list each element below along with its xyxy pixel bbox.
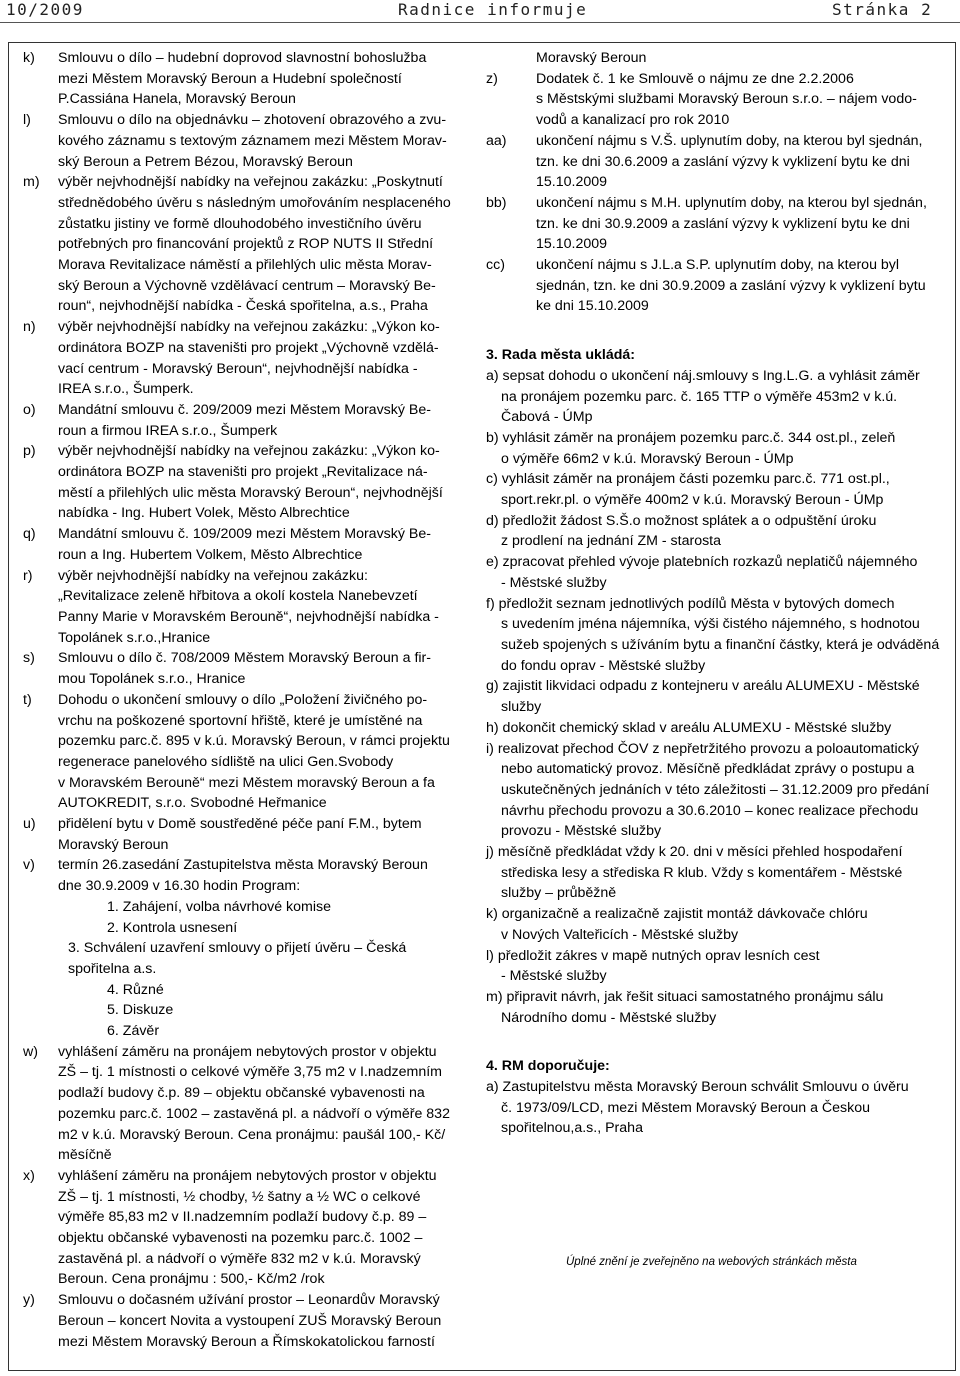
item-label: m) <box>23 174 40 191</box>
text-line: vyhlášení záměru na pronájem nebytových prostor v objektu <box>58 1043 437 1060</box>
item-label: bb) <box>486 194 507 211</box>
list-item <box>23 48 475 110</box>
text-line: ZŠ – tj. 1 místnosti, ½ chodby, ½ šatny a ½ WC o celkové <box>58 1188 421 1205</box>
text-line: potřebných pro financování projektů z ROP NUTS II Střední <box>58 236 434 253</box>
text-line: městí a přilehlých ulic města Moravský Beroun“, nejvhodnější <box>58 484 443 501</box>
text-line: P.Cassiána Hanela, Moravský Beroun <box>58 91 296 108</box>
list-item <box>486 193 948 255</box>
item-label: z) <box>486 70 498 87</box>
text-line: výběr nejvhodnější nabídky na veřejnou zakázku: <box>58 567 368 584</box>
program-item: 6. Závěr <box>107 1023 160 1040</box>
text-line: s Městskými službami Moravský Beroun s.r.o. – nájem vodo- <box>536 91 917 108</box>
spacer <box>486 1028 948 1048</box>
text-line: IREA s.r.o., Šumperk. <box>58 381 194 398</box>
text-line: sjednán, tzn. ke dni 30.9.2009 a zaslání výzvy k vyklizení bytu <box>536 277 926 294</box>
text-line: b) vyhlásit záměr na pronájem pozemku parc.č. 344 ost.pl., zeleň <box>486 429 896 446</box>
text-line: mezi Městem Moravský Beroun a Římskokatolickou farností <box>58 1333 435 1350</box>
list-item <box>23 524 475 565</box>
item-label: cc) <box>486 257 505 274</box>
list-item <box>486 48 948 69</box>
list-item <box>23 1290 475 1352</box>
text-line: 15.10.2009 <box>536 236 608 253</box>
list-item <box>23 690 475 814</box>
text-line: Topolánek s.r.o.,Hranice <box>58 629 211 646</box>
text-line: podlaží budovy č.p. 89 – objektu občanské vybavenosti na <box>58 1085 425 1102</box>
page-number: Stránka 2 <box>832 0 933 19</box>
text-line: provozu - Městské služby <box>501 823 662 840</box>
text-line: nebo automatický provoz. Měsíčně předkládat zprávy o postupu a <box>501 761 915 778</box>
task-item <box>486 594 948 677</box>
text-line: vací centrum - Moravský Beroun“, nejvhodnější nabídka - <box>58 360 418 377</box>
text-line: služby – průběžně <box>501 885 617 902</box>
text-line: Morava Revitalizace náměstí a přilehlých ulic města Morav- <box>58 257 432 274</box>
text-line: Mandátní smlouvu č. 109/2009 mezi Městem Moravský Be- <box>58 526 431 543</box>
list-item <box>486 69 948 131</box>
list-item <box>23 172 475 317</box>
text-line: Národního domu - Městské služby <box>501 1009 717 1026</box>
text-line: j) měsíčně předkládat vždy k 20. dni v měsíci přehled hospodaření <box>486 844 903 861</box>
task-item <box>486 739 948 843</box>
text-line: k) organizačně a realizačně zajistit montáž dávkovače chlóru <box>486 906 868 923</box>
task-item <box>486 469 948 510</box>
text-line: spořitelnou,a.s., Praha <box>501 1120 643 1137</box>
text-line: pozemku parc.č. 895 v k.ú. Moravský Beroun, v rámci projektu <box>58 733 450 750</box>
text-line: „Revitalizace zeleně hřbitova a okolí kostela Nanebevzetí <box>58 588 418 605</box>
text-line: e) zpracovat přehled vývoje platebních rozkazů neplatičů nájemného <box>486 554 918 571</box>
task-item <box>486 718 948 739</box>
list-item <box>23 855 475 896</box>
list-item <box>23 441 475 524</box>
program-item: 1. Zahájení, volba návrhové komise <box>107 898 331 915</box>
text-line: výměře 85,83 m2 v II.nadzemním podlaží budovy č.p. 89 – <box>58 1209 427 1226</box>
text-line: c) vyhlásit záměr na pronájem části pozemku parc.č. 771 ost.pl., <box>486 471 890 488</box>
text-line: i) realizovat přechod ČOV z nepřetržitého provozu a poloautomatický <box>486 740 919 757</box>
text-line: ukončení nájmu s J.L.a S.P. uplynutím doby, na kterou byl <box>536 257 900 274</box>
item-label: u) <box>23 816 36 833</box>
text-line: Moravský Beroun <box>58 836 169 853</box>
task-item <box>486 842 948 904</box>
text-line: střediska lesy a střediska R klub. Vždy s komentářem - Městské <box>501 864 903 881</box>
item-label: s) <box>23 650 35 667</box>
text-line: Smlouvu o dočasném užívání prostor – Leonardův Moravský <box>58 1292 440 1309</box>
text-line: Beroun. Cena pronájmu : 500,- Kč/m2 /rok <box>58 1271 325 1288</box>
text-line: tzn. ke dni 30.9.2009 a zaslání výzvy k vyklizení bytu ke dni <box>536 215 910 232</box>
text-line: zastavěná pl. a nádvoří o výměře 832 m2 v k.ú. Moravský <box>58 1250 421 1267</box>
text-line: ordinátora BOZP na staveništi pro projekt „Výchovně vzdělá- <box>58 339 439 356</box>
text-line: v Moravském Berouně“ mezi Městem moravský Beroun a fa <box>58 774 435 791</box>
task-item <box>486 946 948 987</box>
text-line: roun“, nejvhodnější nabídka - Česká spořitelna, a.s., Praha <box>58 298 428 315</box>
item-label: n) <box>23 319 36 336</box>
text-line: g) zajistit likvidaci odpadu z kontejneru v areálu ALUMEXU - Městské <box>486 678 920 695</box>
text-line: přidělení bytu v Domě soustředěné péče paní F.M., bytem <box>58 816 422 833</box>
task-item <box>486 987 948 1028</box>
text-line: uskutečněných jednáních v této záležitosti – 31.12.2009 pro předání <box>501 781 930 798</box>
text-line: m) připravit návrh, jak řešit situaci samostatného pronájmu sálu <box>486 988 884 1005</box>
list-item <box>23 1166 475 1290</box>
text-line: l) předložit zákres v mapě nutných oprav lesních cest <box>486 947 820 964</box>
list-item <box>23 1042 475 1166</box>
text-line: Dodatek č. 1 ke Smlouvě o nájmu ze dne 2.2.2006 <box>536 70 854 87</box>
item-label: q) <box>23 526 36 543</box>
text-line: v Nových Valteřicích - Městské služby <box>501 926 739 943</box>
text-line: výběr nejvhodnější nabídky na veřejnou zakázku: „Výkon ko- <box>58 443 440 460</box>
text-line: AUTOKREDIT, s.r.o. Svobodné Heřmanice <box>58 795 327 812</box>
left-column <box>23 48 475 1352</box>
text-line: sport.rekr.pl. o výměře 400m2 v k.ú. Moravský Beroun - ÚMp <box>501 492 884 509</box>
text-line: kového záznamu s textovým záznamem mezi Městem Morav- <box>58 132 447 149</box>
text-line: termín 26.zasedání Zastupitelstva města Moravský Beroun <box>58 857 428 874</box>
text-line: Dohodu o ukončení smlouvy o dílo „Položení živičného po- <box>58 691 428 708</box>
text-line: zůstatku jistiny ve formě dlouhodobého investičního úvěru <box>58 215 422 232</box>
section-heading: 3. Rada města ukládá: <box>486 347 636 364</box>
text-line: o výměře 66m2 v k.ú. Moravský Beroun - ÚMp <box>501 450 794 467</box>
text-line: střednědobého úvěru s následným umořováním nesplaceného <box>58 194 451 211</box>
text-line: mezi Městem Moravský Beroun a Hudební společností <box>58 70 402 87</box>
text-line: vyhlášení záměru na pronájem nebytových prostor v objektu <box>58 1167 437 1184</box>
text-line: nabídka - Ing. Hubert Volek, Město Albrechtice <box>58 505 350 522</box>
text-line: a) sepsat dohodu o ukončení náj.smlouvy s Ing.L.G. a vyhlásit záměr <box>486 367 920 384</box>
text-line: dne 30.9.2009 v 16.30 hodin Program: <box>58 878 301 895</box>
text-line: objektu občanské vybavenosti na pozemku parc.č. 1002 – <box>58 1230 423 1247</box>
text-line: ordinátora BOZP na staveništi pro projekt „Revitalizace ná- <box>58 464 428 481</box>
task-item <box>486 904 948 945</box>
text-line: z prodlení na jednání ZM - starosta <box>501 533 722 550</box>
section-heading: 4. RM doporučuje: <box>486 1058 610 1075</box>
text-line: s uvedením jména nájemníka, výši čistého nájemného, s hodnotou <box>501 616 920 633</box>
list-item <box>486 131 948 193</box>
text-line: f) předložit seznam jednotlivých podílů Města v bytových domech <box>486 595 895 612</box>
list-item <box>23 317 475 400</box>
task-item <box>486 676 948 717</box>
item-label: o) <box>23 401 36 418</box>
newsletter-title: Radnice informuje <box>398 0 588 19</box>
text-line: ský Beroun a Výchovně vzdělávací centrum – Moravský Be- <box>58 277 436 294</box>
right-column <box>486 48 948 1139</box>
program-item: 5. Diskuze <box>107 1002 174 1019</box>
text-line: regenerace panelového sídliště na ulici Gen.Svobody <box>58 753 394 770</box>
text-line: sužeb spojených s užíváním bytu a finanční částky, která je odváděná do fondu oprav - Městské služby <box>501 636 940 674</box>
text-line: služby <box>501 699 542 716</box>
text-line: roun a Ing. Hubertem Volkem, Město Albrechtice <box>58 546 363 563</box>
program-item: spořitelna a.s. <box>68 960 157 977</box>
text-line: ukončení nájmu s V.Š. uplynutím doby, na kterou byl sjednán, <box>536 132 923 149</box>
program-item: 2. Kontrola usnesení <box>107 919 238 936</box>
text-line: h) dokončit chemický sklad v areálu ALUMEXU - Městské služby <box>486 719 892 736</box>
text-line: 15.10.2009 <box>536 174 608 191</box>
text-line: výběr nejvhodnější nabídky na veřejnou zakázku: „Výkon ko- <box>58 319 440 336</box>
text-line: roun a firmou IREA s.r.o., Šumperk <box>58 422 278 439</box>
text-line: Mandátní smlouvu č. 209/2009 mezi Městem Moravský Be- <box>58 401 431 418</box>
task-item <box>486 1077 948 1139</box>
list-item <box>23 400 475 441</box>
text-line: Smlouvu o dílo č. 708/2009 Městem Moravský Beroun a fir- <box>58 650 431 667</box>
item-label: k) <box>23 50 35 66</box>
text-line: - Městské služby <box>501 574 607 591</box>
item-label: x) <box>23 1167 35 1184</box>
text-line: měsíčně <box>58 1147 112 1164</box>
text-line: Moravský Beroun <box>536 50 647 66</box>
text-line: d) předložit žádost S.Š.o možnost splátek a o odpuštění úroku <box>486 512 877 529</box>
text-line: a) Zastupitelstvu města Moravský Beroun schválit Smlouvu o úvěru <box>486 1079 909 1096</box>
text-line: Panny Marie v Moravském Berouně“, nejvhodnější nabídka - <box>58 608 439 625</box>
issue-number: 10/2009 <box>6 0 84 19</box>
text-line: Beroun – koncert Novita a vystoupení ZUŠ Moravský Beroun <box>58 1312 442 1329</box>
program-item: 3. Schválení uzavření smlouvy o přijetí úvěru – Česká <box>68 940 407 957</box>
item-label: y) <box>23 1292 35 1309</box>
task-item <box>486 366 948 428</box>
list-item <box>486 255 948 317</box>
list-item <box>23 814 475 855</box>
text-line: Čabová - ÚMp <box>501 409 593 426</box>
text-line: Smlouvu o dílo na objednávku – zhotovení obrazového a zvu- <box>58 112 447 129</box>
text-line: Smlouvu o dílo – hudební doprovod slavnostní bohoslužba <box>58 50 427 66</box>
list-item <box>23 648 475 689</box>
item-label: aa) <box>486 132 507 149</box>
text-line: - Městské služby <box>501 968 607 985</box>
text-line: vrchu na poškozené sportovní hřiště, které je umístěné na <box>58 712 423 729</box>
text-line: ke dni 15.10.2009 <box>536 298 649 315</box>
text-line: mou Topolánek s.r.o., Hranice <box>58 671 246 688</box>
text-line: ukončení nájmu s M.H. uplynutím doby, na kterou byl sjednán, <box>536 194 927 211</box>
text-line: m2 v k.ú. Moravský Beroun. Cena pronájmu: paušál 100,- Kč/ <box>58 1126 446 1143</box>
item-label: t) <box>23 691 32 708</box>
text-line: pozemku parc.č. 1002 – zastavěná pl. a nádvoří o výměře 832 <box>58 1105 450 1122</box>
task-item <box>486 428 948 469</box>
item-label: p) <box>23 443 36 460</box>
list-item <box>23 110 475 172</box>
spacer <box>486 317 948 337</box>
footnote: Úplné znění je zveřejněno na webových stránkách města <box>566 1256 857 1268</box>
text-line: návrhu přechodu provozu a 30.6.2010 – konec realizace přechodu <box>501 802 919 819</box>
text-line: výběr nejvhodnější nabídky na veřejnou zakázku: „Poskytnutí <box>58 174 443 191</box>
item-label: v) <box>23 857 35 874</box>
text-line: tzn. ke dni 30.6.2009 a zaslání výzvy k vyklizení bytu ke dni <box>536 153 910 170</box>
item-label: l) <box>23 112 31 129</box>
task-item <box>486 552 948 593</box>
text-line: ZŠ – tj. 1 místnosti o celkové výměře 3,75 m2 v I.nadzemním <box>58 1064 442 1081</box>
item-label: w) <box>23 1043 38 1060</box>
program-item: 4. Různé <box>107 981 164 998</box>
page-header <box>0 0 960 23</box>
text-line: na pronájem pozemku parc. č. 165 TTP o výměře 453m2 v k.ú. <box>501 388 898 405</box>
task-item <box>486 511 948 552</box>
text-line: vodů a kanalizací pro rok 2010 <box>536 112 730 129</box>
text-line: ský Beroun a Petrem Bézou, Moravský Beroun <box>58 153 353 170</box>
list-item <box>23 566 475 649</box>
text-line: č. 1973/09/LCD, mezi Městem Moravský Beroun a Českou <box>501 1099 871 1116</box>
item-label: r) <box>23 567 33 584</box>
